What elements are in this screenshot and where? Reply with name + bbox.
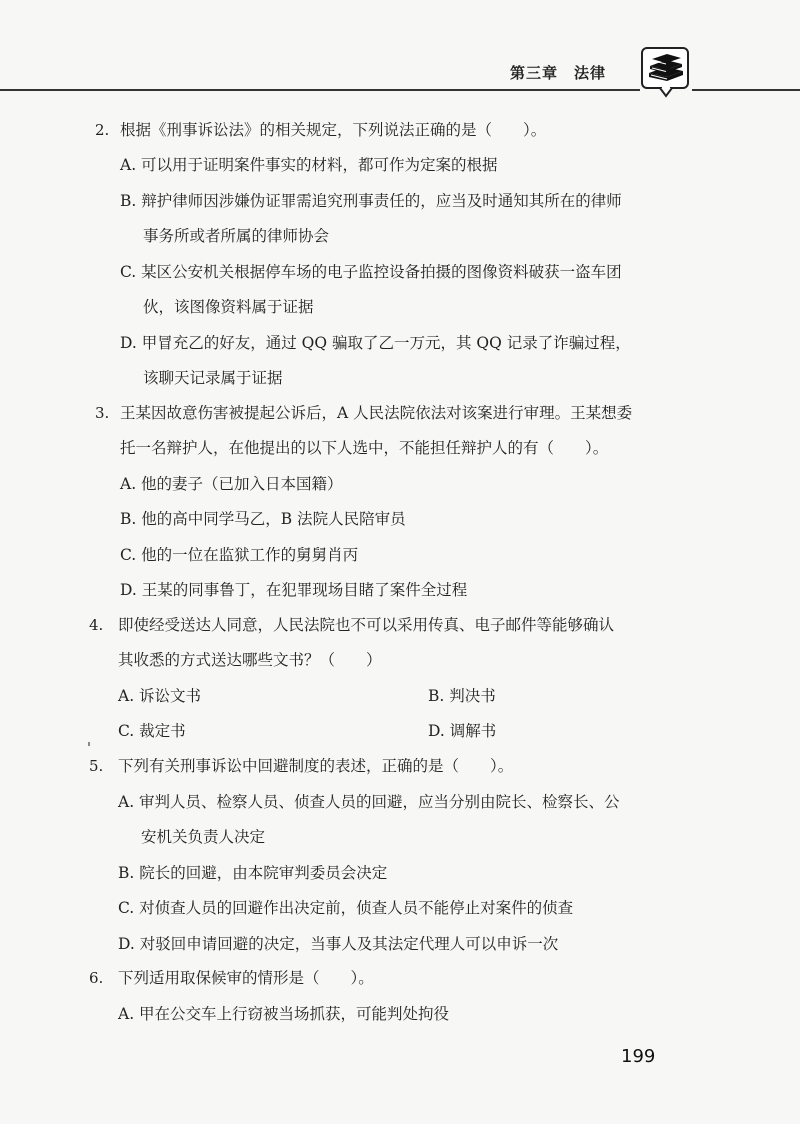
book-stack-icon — [640, 46, 692, 98]
question-stem: 即使经受送达人同意，人民法院也不可以采用传真、电子邮件等能够确认 — [118, 616, 615, 634]
question-stem-cont: 其收悉的方式送达哪些文书？（ ） — [118, 651, 382, 669]
question-stem: 下列有关刑事诉讼中回避制度的表述，正确的是（ ）。 — [118, 757, 514, 775]
option-a-cont: 安机关负责人决定 — [141, 828, 266, 846]
option-a: A. 诉讼文书 — [118, 687, 202, 705]
option-d: D. 王某的同事鲁丁，在犯罪现场目睹了案件全过程 — [120, 581, 468, 599]
option-a: A. 甲在公交车上行窃被当场抓获，可能判处拘役 — [118, 1005, 450, 1023]
option-a: A. 审判人员、检察人员、侦查人员的回避，应当分别由院长、检察长、公 — [118, 793, 620, 811]
option-b: B. 辩护律师因涉嫌伪证罪需追究刑事责任的，应当及时通知其所在的律师 — [120, 192, 622, 210]
page-number: 199 — [621, 1046, 656, 1067]
option-b: B. 院长的回避，由本院审判委员会决定 — [118, 864, 388, 882]
question-number: 2. — [95, 121, 110, 139]
question-number: 5. — [89, 757, 104, 775]
option-d: D. 调解书 — [428, 722, 497, 740]
question-stem: 下列适用取保候审的情形是（ ）。 — [118, 969, 374, 987]
scan-mark — [88, 742, 90, 746]
question-stem: 根据《刑事诉讼法》的相关规定，下列说法正确的是（ ）。 — [120, 121, 547, 139]
question-stem: 王某因故意伤害被提起公诉后，A 人民法院依法对该案进行审理。王某想委 — [120, 404, 633, 422]
question-number: 3. — [95, 404, 110, 422]
option-c: C. 裁定书 — [118, 722, 186, 740]
header-rule — [0, 89, 640, 91]
option-c: C. 某区公安机关根据停车场的电子监控设备拍摄的图像资料破获一盗车团 — [120, 263, 622, 281]
option-b-cont: 事务所或者所属的律师协会 — [143, 227, 330, 245]
option-b: B. 判决书 — [428, 687, 496, 705]
option-a: A. 可以用于证明案件事实的材料，都可作为定案的根据 — [120, 156, 498, 174]
option-c: C. 他的一位在监狱工作的舅舅肖丙 — [120, 546, 359, 564]
header-rule-right — [692, 89, 800, 91]
option-b: B. 他的高中同学马乙，B 法院人民陪审员 — [120, 510, 406, 528]
chapter-title: 第三章 法律 — [510, 64, 607, 82]
option-d: D. 对驳回申请回避的决定，当事人及其法定代理人可以申诉一次 — [118, 935, 559, 953]
option-d-cont: 该聊天记录属于证据 — [143, 369, 283, 387]
option-c: C. 对侦查人员的回避作出决定前，侦查人员不能停止对案件的侦查 — [118, 899, 574, 917]
question-number: 6. — [89, 969, 104, 987]
question-stem-cont: 托一名辩护人，在他提出的以下人选中，不能担任辩护人的有（ ）。 — [120, 439, 609, 457]
page-header — [0, 0, 800, 100]
option-a: A. 他的妻子（已加入日本国籍） — [120, 475, 343, 493]
option-d: D. 甲冒充乙的好友，通过 QQ 骗取了乙一万元，其 QQ 记录了诈骗过程， — [120, 334, 631, 352]
question-number: 4. — [89, 616, 104, 634]
option-c-cont: 伙，该图像资料属于证据 — [143, 298, 314, 316]
